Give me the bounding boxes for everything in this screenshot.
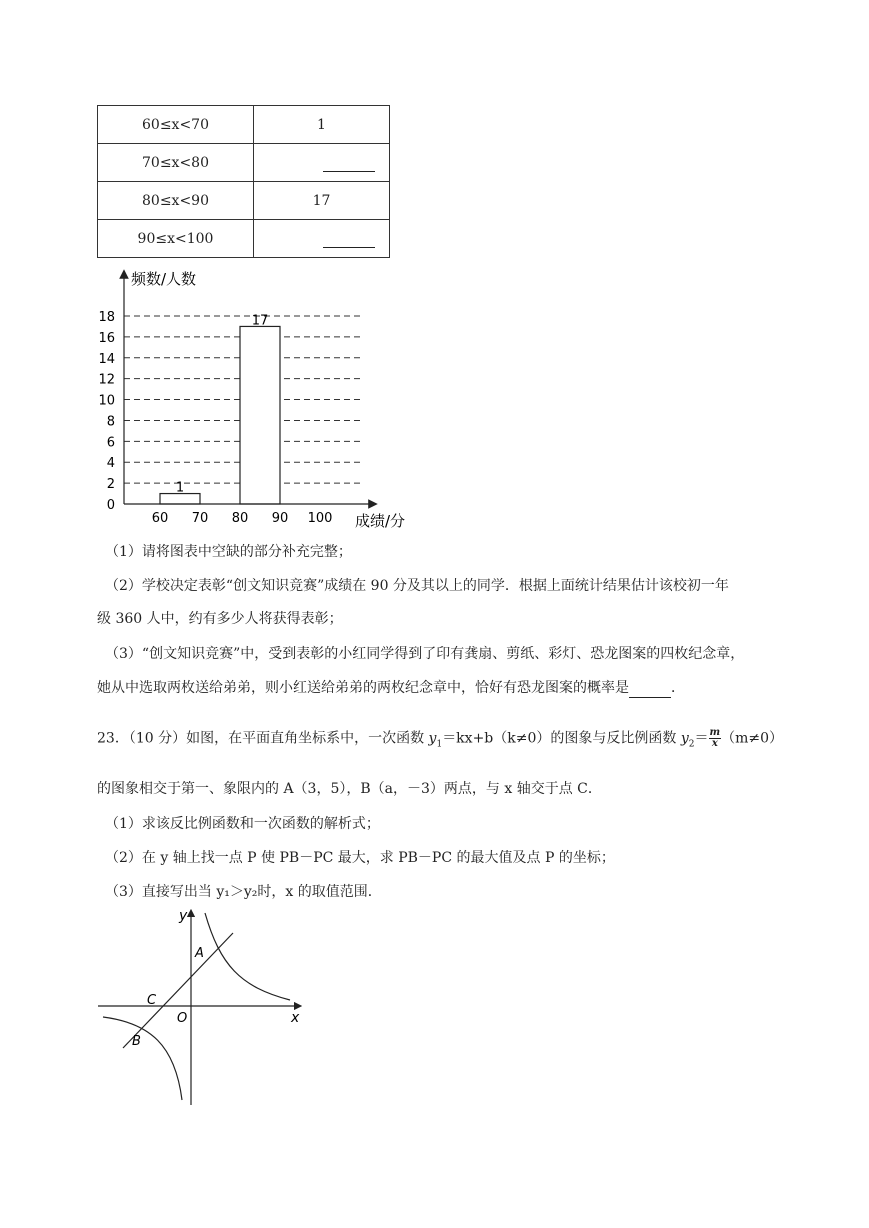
q22-part2-line2: 级 360 人中，约有多少人将获得表彰； <box>97 611 343 627</box>
y-tick-label: 4 <box>106 456 115 472</box>
q22-part3-line1: （3）“创文知识竞赛”中，受到表彰的小红同学得到了印有龚扇、剪纸、彩灯、恐龙图案的四枚纪念章， <box>105 646 745 662</box>
q23-stem-line1: 23．（10 分）如图，在平面直角坐标系中，一次函数 $y_1=kx+b(k\ne 0)$的图象与反比例函数 $y_2=$ $\frac{m}{x}$ （m≠0） <box>97 727 784 750</box>
bar-value-label: 17 <box>251 313 269 329</box>
coordinate-figure <box>95 905 310 1110</box>
q23-part3: （3）直接写出当 y₁＞y₂时，x 的取值范围． <box>105 884 382 900</box>
q23-part2: （2）在 y 轴上找一点 P 使 PB－PC 最大，求 PB－PC 的最大值及点 P 的坐标； <box>105 850 615 866</box>
hyperbola-branch-2 <box>103 1017 182 1100</box>
answer-blank <box>323 171 375 172</box>
q22-part3-text: 她从中选取两枚送给弟弟，则小红送给弟弟的两枚纪念章中，恰好有恐龙图案的概率是 <box>97 680 629 696</box>
y2-symbol: y <box>680 730 689 747</box>
q23-part1: （1）求该反比例函数和一次函数的解析式； <box>105 816 380 832</box>
point-b-label: B <box>132 1034 141 1049</box>
point-a-label: A <box>195 946 204 961</box>
hyperbola-branch-1 <box>205 913 290 1000</box>
count-cell: 17 <box>254 182 390 220</box>
range-cell: 70≤x<80 <box>98 144 254 182</box>
histogram-bar <box>240 326 280 504</box>
y-tick-label: 0 <box>106 498 115 513</box>
x-axis-label: 成绩/分 <box>355 512 406 530</box>
table-row <box>98 182 390 220</box>
range-cell: 80≤x<90 <box>98 182 254 220</box>
y-tick-label: 8 <box>106 414 115 430</box>
bars <box>160 313 280 504</box>
frequency-table <box>97 105 390 258</box>
y-tick-label: 6 <box>106 435 115 451</box>
x-tick-labels <box>152 511 333 526</box>
histogram-chart <box>95 266 415 531</box>
x-tick-label: 70 <box>191 511 209 526</box>
y-tick-labels <box>98 310 115 513</box>
y-tick-label: 18 <box>98 310 115 325</box>
fraction-m-over-x: $\frac{m}{x}$ <box>709 727 721 749</box>
answer-blank <box>629 683 671 698</box>
answer-blank <box>323 247 375 248</box>
table-row <box>98 106 390 144</box>
q23-head: 23．（10 分）如图，在平面直角坐标系中，一次函数 <box>97 730 425 747</box>
y-tick-label: 16 <box>98 330 115 346</box>
linear-function-line <box>123 933 233 1048</box>
origin-label: O <box>177 1011 188 1026</box>
bar-value-label: 1 <box>175 480 185 496</box>
table-row <box>98 144 390 182</box>
table-row <box>98 220 390 258</box>
count-cell <box>254 144 390 182</box>
count-cell: 1 <box>254 106 390 144</box>
x-tick-label: 90 <box>271 511 289 526</box>
x-label: x <box>291 1010 300 1026</box>
range-cell: 90≤x<100 <box>98 220 254 258</box>
count-cell <box>254 220 390 258</box>
q22-part3-line2 <box>97 678 685 698</box>
y-tick-label: 14 <box>98 351 115 367</box>
q23-stem-line2: 的图象相交于第一、象限内的 A（3，5），B（a，－3）两点，与 x 轴交于点 C． <box>97 781 602 797</box>
x-tick-label: 60 <box>151 511 169 526</box>
y-tick-label: 12 <box>98 372 115 388</box>
y-label: y <box>179 908 188 924</box>
q22-part2-line1: （2）学校决定表彰“创文知识竞赛”成绩在 90 分及其以上的同学．根据上面统计结果估计该校初一年 <box>105 578 729 594</box>
y-tick-label: 2 <box>106 477 115 493</box>
x-tick-label: 100 <box>307 511 333 526</box>
q22-part3-end: ． <box>671 680 685 696</box>
q22-part1: （1）请将图表中空缺的部分补充完整； <box>105 544 352 560</box>
y-tick-label: 10 <box>98 393 115 409</box>
q23-eq1: ＝kx+b（k≠0）的图象与反比例函数 <box>442 730 677 747</box>
point-c-label: C <box>147 993 157 1008</box>
x-tick-label: 80 <box>231 511 249 526</box>
q23-tail: （m≠0） <box>721 730 784 747</box>
y-axis-label: 频数/人数 <box>131 270 197 288</box>
y1-symbol: y <box>428 730 437 747</box>
range-cell: 60≤x<70 <box>98 106 254 144</box>
